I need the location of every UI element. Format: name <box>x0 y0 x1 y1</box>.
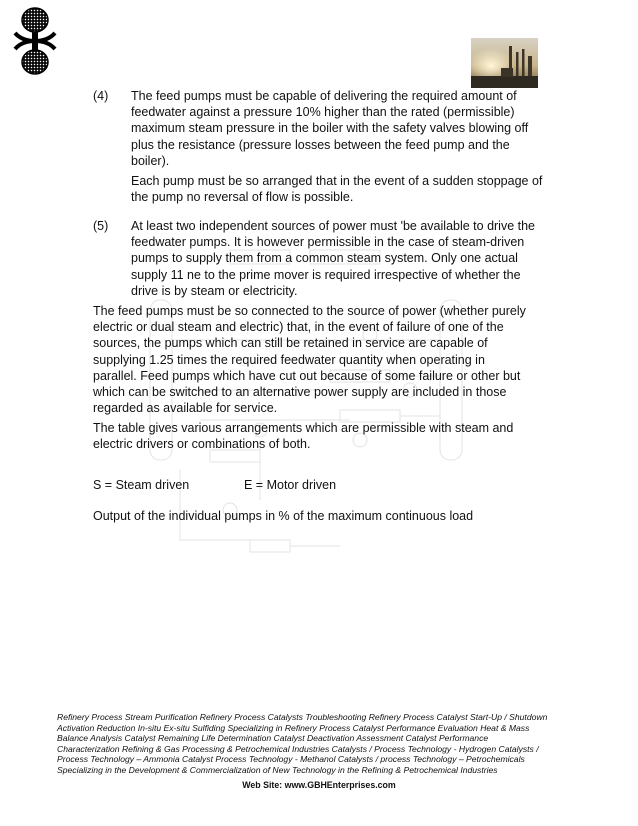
item-continuation: Each pump must be so arranged that in the event of a sudden stoppage of the pump no reversal of flow is possible. <box>131 174 543 205</box>
legend-motor: E = Motor driven <box>244 478 337 492</box>
website-link[interactable]: Web Site: www.GBHEnterprises.com <box>242 780 396 790</box>
item-number: (5) <box>93 219 109 233</box>
output-caption: Output of the individual pumps in % of the maximum continuous load <box>93 509 474 523</box>
item-text: At least two independent sources of power must 'be available to drive the feedwater pumps. It is however permissible in the case of steam-driven pumps to supply them from a common steam system. Only one actual supply 11 ne to the prime mover is required irrespective of whether the drive is by steam or electricity. <box>131 219 536 298</box>
footer-line: Refinery Process Stream Purification Refinery Process Catalysts Troubleshooting Refinery Process Catalyst Start-Up / Shutdown <box>57 712 548 722</box>
footer-line: Balance Analysis Catalyst Remaining Life Determination Catalyst Deactivation Assessment Catalyst Performance <box>57 733 489 744</box>
footer-line: Specializing in the Development & Commercialization of New Technology in the Refining & Petrochemical Industries <box>57 764 498 775</box>
body-paragraph: The table gives various arrangements which are permissible with steam and electric drivers or combinations of both. <box>93 421 514 452</box>
footer-line: Activation Reduction In-situ Ex-situ Sulfiding Specializing in Refinery Process Catalyst Performance Evaluation Heat & Mass <box>57 722 530 733</box>
footer-line: Characterization Refining & Gas Processing & Petrochemical Industries Catalysts / Process Technology - Hydrogen Catalysts / <box>57 743 539 754</box>
item-number: (4) <box>93 89 109 103</box>
item-text: The feed pumps must be capable of delivering the required amount of feedwater against a pressure 10% higher than the rated (permissible) maximum steam pressure in the boiler with the safety valves blowing off plus the resistance (pressure losses between the feed pump and the boiler). <box>131 89 529 168</box>
legend-steam: S = Steam driven <box>93 478 190 492</box>
refinery-photo <box>471 38 538 88</box>
footer-line: Process Technology – Ammonia Catalyst Process Technology - Methanol Catalysts / process Technology – Petrochemicals <box>57 754 525 765</box>
footer-keywords <box>57 712 557 776</box>
company-logo-icon <box>12 6 58 76</box>
body-paragraph: The feed pumps must be so connected to the source of power (whether purely electric or dual steam and electric) that, in the event of failure of one of the sources, the pumps which can still be retained in service are capable of supplying 1.25 times the required feedwater quantity when operating in parallel. Feed pumps which have cut out because of some failure or other but which can be switched to an alternative power supply are included in those regarded as available for service. <box>93 304 526 416</box>
